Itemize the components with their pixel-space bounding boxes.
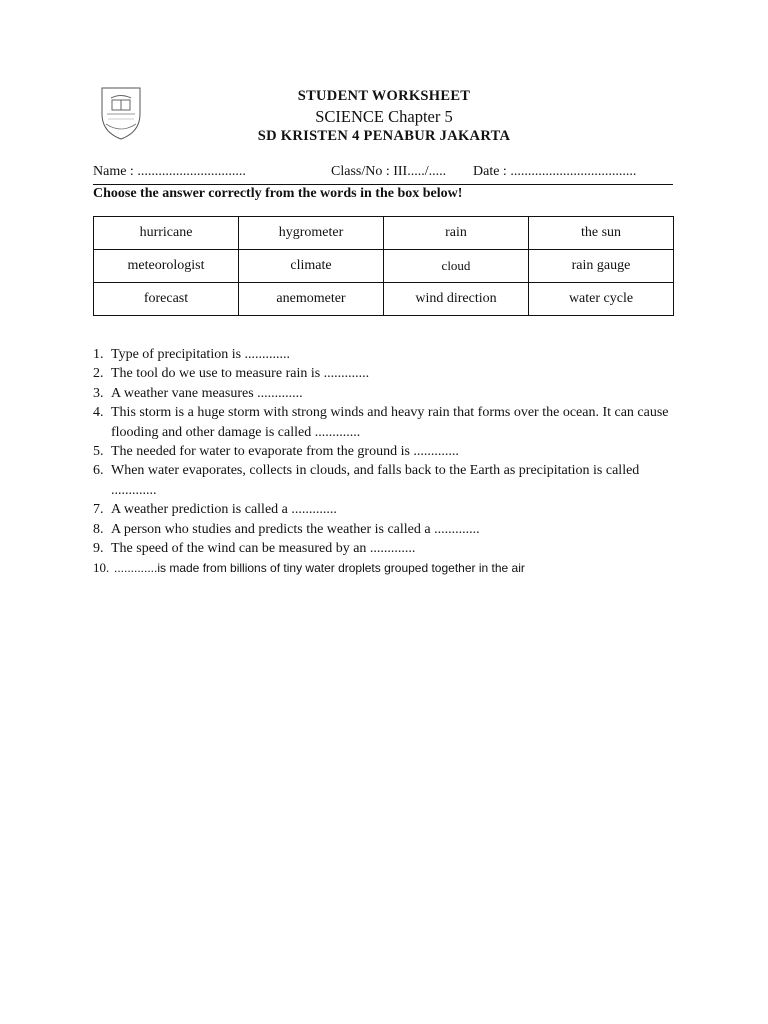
instruction-text: Choose the answer correctly from the words in the box below! (93, 186, 463, 201)
word-box-row (94, 217, 674, 250)
name-field[interactable]: Name : ............................... (93, 164, 246, 179)
word-cell: climate (239, 250, 384, 283)
question-list (93, 345, 675, 579)
header-divider (93, 184, 673, 185)
word-cell: the sun (529, 217, 674, 250)
question-number: 3. (93, 385, 104, 401)
word-cell: water cycle (529, 283, 674, 316)
question-item (93, 345, 675, 364)
question-number: 9. (93, 541, 104, 557)
word-cell: hurricane (94, 217, 239, 250)
question-text: When water evaporates, collects in clouds, and falls back to the Earth as precipitation is called ............. (111, 463, 640, 498)
question-text: This storm is a huge storm with strong winds and heavy rain that forms over the ocean. It can cause flooding and other damage is called ............. (111, 405, 669, 440)
question-number: 7. (93, 502, 104, 518)
question-item (93, 364, 675, 383)
question-number: 4. (93, 405, 104, 421)
question-item (93, 461, 675, 500)
question-item (93, 539, 675, 558)
question-text: Type of precipitation is ............. (111, 347, 291, 362)
question-text: .............is made from billions of tiny water droplets grouped together in the air (114, 561, 525, 576)
question-item (93, 384, 675, 403)
word-cell: forecast (94, 283, 239, 316)
word-cell: rain gauge (529, 250, 674, 283)
question-number: 6. (93, 463, 104, 479)
question-number: 1. (93, 347, 104, 362)
subject-title: SCIENCE Chapter 5 (315, 107, 453, 126)
question-number: 10. (93, 560, 110, 576)
word-box-row (94, 250, 674, 283)
question-number: 8. (93, 521, 104, 537)
question-text: A weather prediction is called a ............. (111, 502, 337, 518)
question-item (93, 558, 675, 578)
question-item (93, 403, 675, 442)
date-field[interactable]: Date : .................................... (473, 164, 637, 179)
word-box-table (93, 216, 674, 316)
word-cell: cloud (384, 250, 529, 283)
question-text: The needed for water to evaporate from the ground is ............. (111, 444, 459, 460)
worksheet-title: STUDENT WORKSHEET (297, 88, 471, 104)
school-name: SD KRISTEN 4 PENABUR JAKARTA (257, 128, 511, 144)
word-cell: meteorologist (94, 250, 239, 283)
word-box-row (94, 283, 674, 316)
word-cell: hygrometer (239, 217, 384, 250)
word-cell: wind direction (384, 283, 529, 316)
question-text: The speed of the wind can be measured by an ............. (111, 541, 416, 557)
question-number: 2. (93, 366, 104, 382)
question-text: The tool do we use to measure rain is ............. (111, 366, 370, 382)
question-item (93, 500, 675, 519)
word-cell: anemometer (239, 283, 384, 316)
question-number: 5. (93, 444, 104, 460)
question-text: A weather vane measures ............. (111, 385, 303, 401)
question-item (93, 442, 675, 461)
class-no-field[interactable]: Class/No : III...../..... (331, 164, 447, 179)
question-text: A person who studies and predicts the weather is called a ............. (111, 521, 480, 537)
question-item (93, 520, 675, 539)
word-cell: rain (384, 217, 529, 250)
